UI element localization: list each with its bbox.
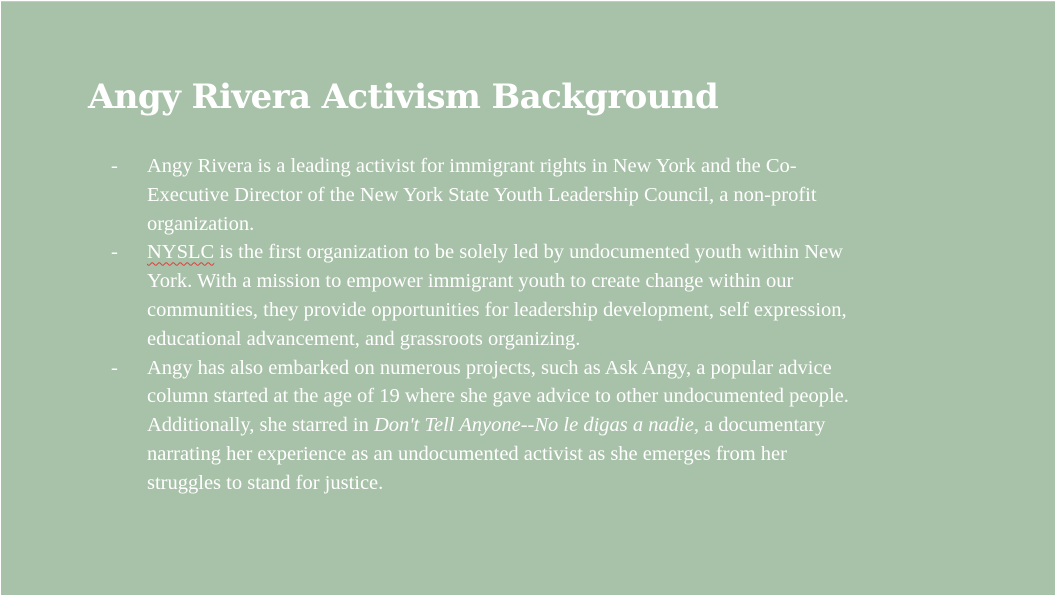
bullet-text: Angy Rivera is a leading activist for immigrant rights in New York and the Co-Executive Director of the New York State Youth Leadership Council, a non-profit organization. — [147, 155, 817, 235]
misspelled-word[interactable]: NYSLC — [147, 241, 215, 264]
slide-title: Angy Rivera Activism Background — [88, 77, 719, 117]
bullet-text: is the first organization to be solely led by undocumented youth within New York. With a mission to empower immigrant youth to create change within our communities, they provide opportunities for leadership development, self expression, educational advancement, and grassroots organizing. — [147, 241, 847, 350]
film-title: Don't Tell Anyone--No le digas a nadie — [373, 414, 694, 437]
bullet-item — [111, 238, 856, 353]
bullet-item — [111, 152, 856, 238]
bullet-marker: - — [111, 155, 118, 177]
bullet-list — [111, 152, 856, 498]
bullet-text: , a documentary narrating her experience as an undocumented activist as she emerges from her struggles to stand for justice. — [147, 414, 826, 494]
slide — [1, 1, 1055, 595]
bullet-marker: - — [111, 356, 118, 379]
bullet-marker: - — [111, 241, 118, 264]
bullet-item — [111, 354, 856, 498]
bullet-text: Angy has also embarked on numerous projects, such as Ask Angy, a popular advice column started at the age of 19 where she gave advice to other undocumented people. Additionally, she starred in — [147, 356, 849, 437]
